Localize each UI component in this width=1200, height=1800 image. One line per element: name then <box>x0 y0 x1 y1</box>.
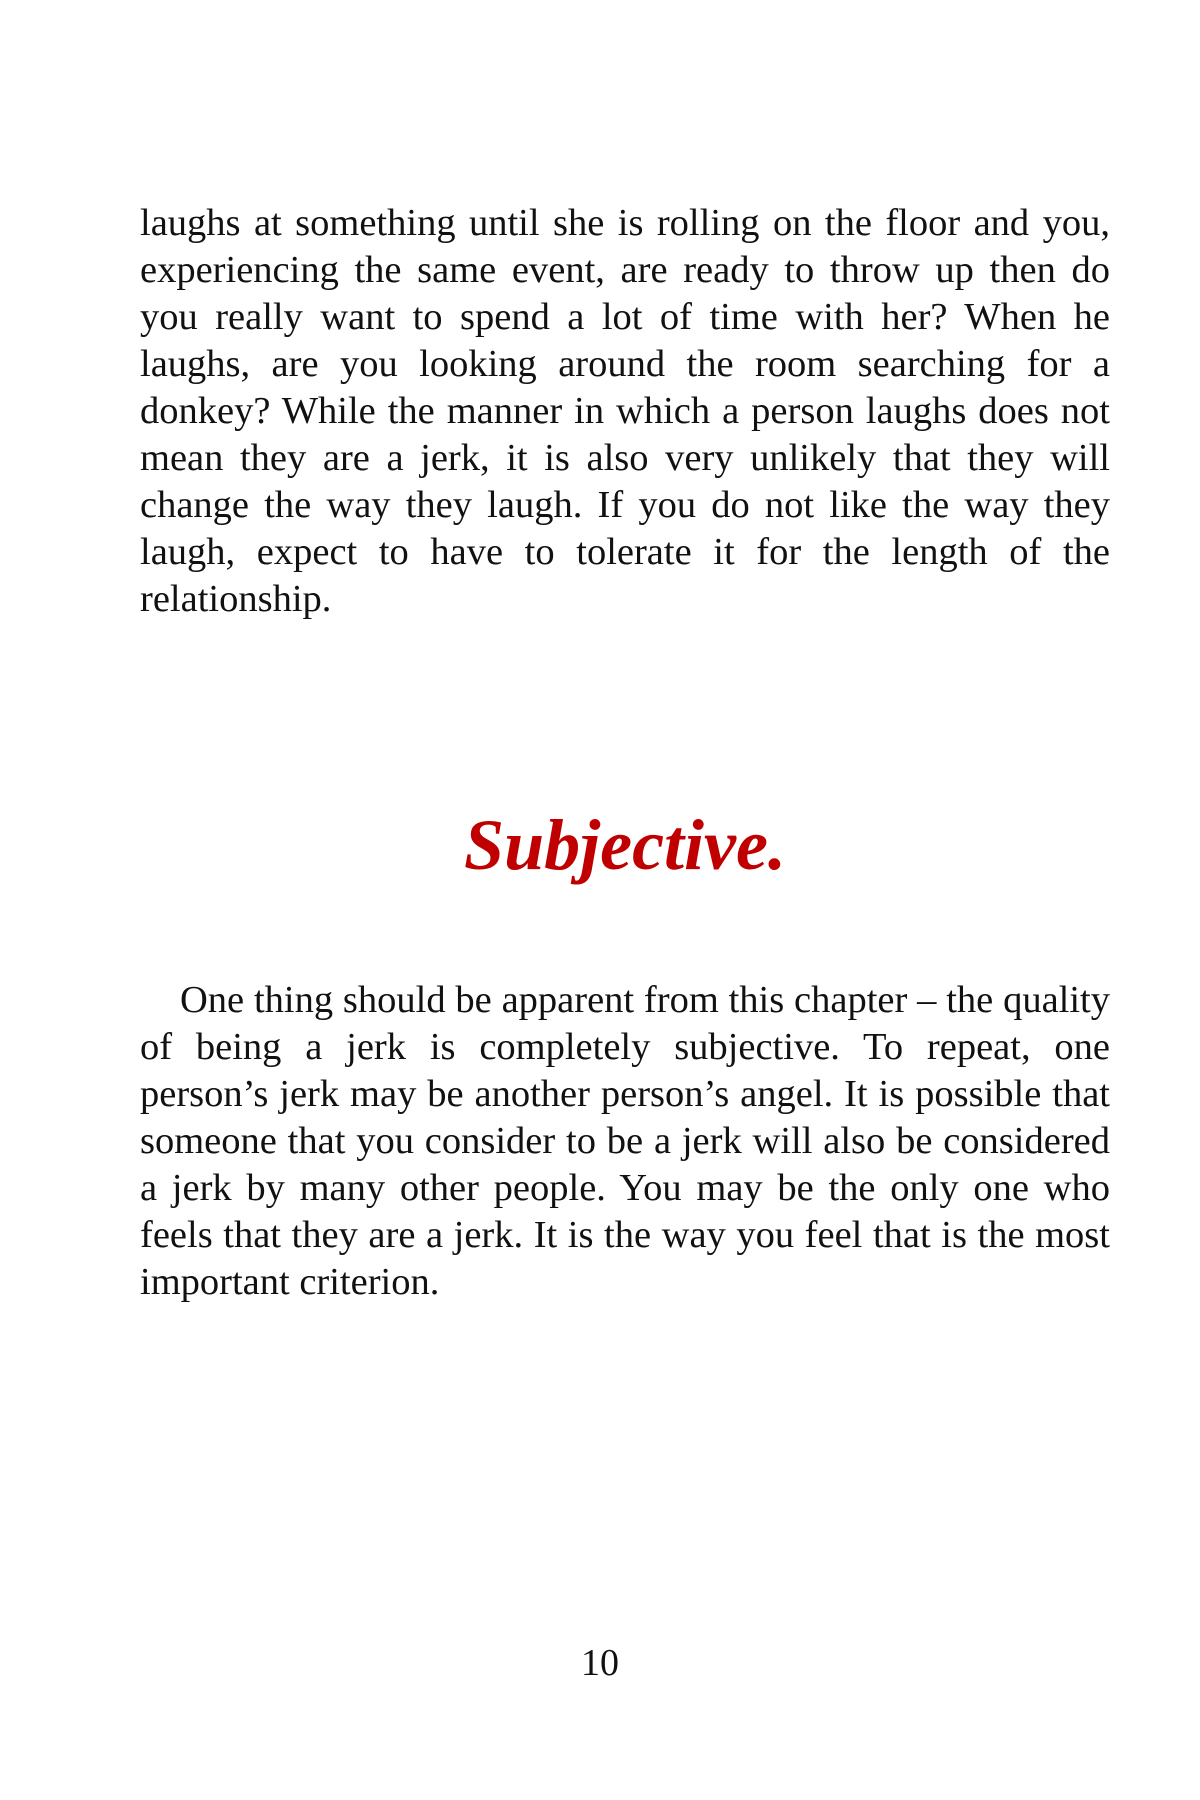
section-heading: Subjective. <box>464 805 786 885</box>
page-number: 10 <box>581 1642 619 1684</box>
body-paragraph-continued: laughs at something until she is rolling on the floor and you, experiencing the same event, are ready to throw up then do you really want to spend a lot of time with her? When he laughs, are you looking around the room searching for a donkey? While the manner in which a person laughs does not mean they are a jerk, it is also very unlikely that they will change the way they laugh. If you do not like the way they laugh, expect to have to tolerate it for the length of the relationship. <box>140 202 1110 620</box>
body-paragraph-subjective: One thing should be apparent from this chapter – the quality of being a jerk is completely subjective. To repeat, one person’s jerk may be another person’s angel. It is possible that someone that you consider to be a jerk will also be considered a jerk by many other people. You may be the only one who feels that they are a jerk. It is the way you feel that is the most important criterion. <box>140 979 1110 1303</box>
